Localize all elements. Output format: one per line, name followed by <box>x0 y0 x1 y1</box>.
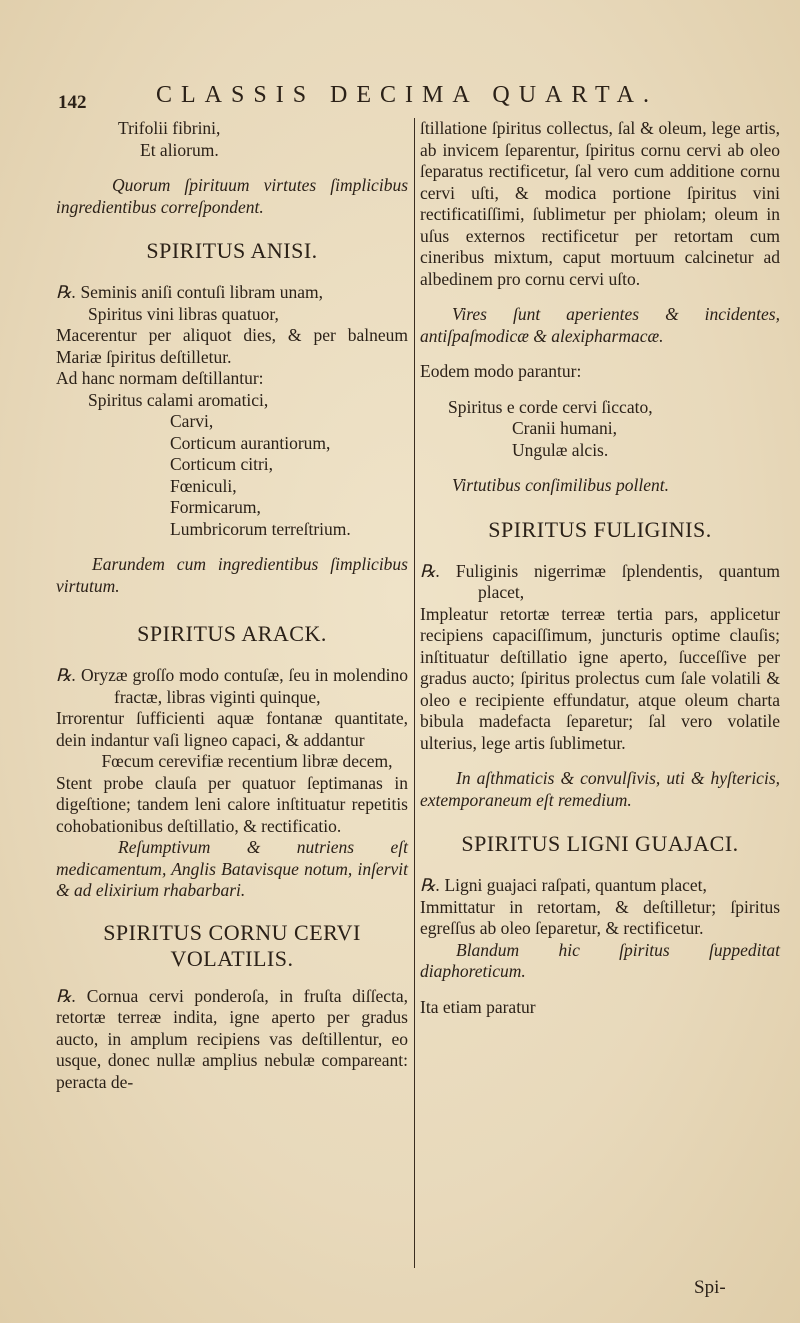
recipe-ingredient: Fœcum cerevifiæ recentium libræ decem, <box>101 751 393 771</box>
column-rule <box>414 118 415 1268</box>
section-title-guajaci: SPIRITUS LIGNI GUAJACI. <box>461 831 739 856</box>
section-note: Virtutibus conſimilibus pollent. <box>452 475 669 495</box>
section-title-anisi: SPIRITUS ANISI. <box>146 238 318 263</box>
recipe-instructions: Irrorentur ſufficienti aquæ fontanæ quantitate, dein indantur vaſi ligneo capaci, & addantur <box>56 708 408 750</box>
recipe-instructions: Ad hanc normam deſtillantur: <box>56 368 264 388</box>
recipe-symbol: ℞. <box>56 985 77 1006</box>
recipe-instructions: Immittatur in retortam, & deſtilletur; ſpiritus egreſſus ab oleo ſeparetur, & rectificetur. <box>420 896 780 938</box>
recipe-ingredient: Spiritus vini libras quatuor, <box>88 303 279 324</box>
list-item: Lumbricorum terreſtrium. <box>170 518 351 539</box>
recipe-symbol: ℞. <box>420 560 441 581</box>
intro-note: Quorum ſpirituum virtutes ſimplicibus ingredientibus correſpondent. <box>56 175 408 217</box>
section-title-line: SPIRITUS CORNU CERVI <box>103 919 361 945</box>
list-item: Ungulæ alcis. <box>512 439 609 460</box>
recipe-ingredient: Seminis aniſi contuſi libram unam, <box>80 282 323 302</box>
recipe-ingredient: Oryzæ groſſo modo contuſæ, ſeu in molendino fractæ, libras viginti quinque, <box>80 665 409 707</box>
list-item: Carvi, <box>170 411 214 431</box>
recipe-symbol: ℞. <box>56 282 77 302</box>
page-header <box>58 78 758 118</box>
recipe-ingredient: Ligni guajaci raſpati, quantum placet, <box>444 875 707 895</box>
recipe-line <box>420 875 780 897</box>
recipe-instructions <box>56 986 408 1094</box>
continued-text: ſtillatione ſpiritus collectus, ſal & oleum, lege artis, ab invicem ſeparentur, ſpiritus cornu cervi ab oleo ſeparatus rectificetur, ſal vero cum additione cornu cervi uſti, & modica portione ſpiritus vini rectificatiſſimi, ſublimetur per phiolam; oleum in uſus externos rectificetur per retortam cum cineribus mixtum, caput mortuum calcinetur ad albedinem pro cornu cervi uſto. <box>420 118 780 289</box>
recipe-line <box>56 665 408 708</box>
recipe-symbol: ℞. <box>56 665 77 685</box>
list-item: Corticum citri, <box>170 454 274 474</box>
intro-line: Et aliorum. <box>140 139 219 160</box>
right-column <box>420 118 780 1018</box>
section-title-cornu <box>56 920 408 972</box>
left-column <box>56 118 408 1093</box>
section-note: In aſthmaticis & convulſivis, uti & hyſtericis, extemporaneum eſt remedium. <box>420 768 780 810</box>
catchword: Spi- <box>694 1277 726 1298</box>
running-head: CLASSIS DECIMA QUARTA. <box>156 82 659 108</box>
recipe-line <box>420 561 780 604</box>
recipe-instructions: Impleatur retortæ terreæ tertia pars, applicetur recipiens capaciſſimum, juncturis optime clauſis; inſtituatur deſtillatio igne aperto, ſucceſſive per gradus aucto; ſpiritus prolectus cum ſale volatili & oleo e recipiente effundatur, atque oleum charta bibula madefacta ſeparetur; ſal vero volatile ulterius, lege artis ſublimetur. <box>420 603 780 753</box>
recipe-instructions: Stent probe clauſa per quatuor ſeptimanas in digeſtione; tandem leni calore inſtituatur repetitis cohobationibus deſtillatio, & rectificatio. <box>56 772 408 836</box>
list-item: Fœniculi, <box>170 475 237 496</box>
intro-line: Trifolii fibrini, <box>118 118 221 138</box>
list-item: Corticum aurantiorum, <box>170 432 331 453</box>
closing-line: Ita etiam paratur <box>420 996 536 1017</box>
recipe-line <box>56 282 408 304</box>
section-note: Vires ſunt aperientes & incidentes, antiſpaſmodicæ & alexipharmacæ. <box>420 304 780 346</box>
list-item: Spiritus e corde cervi ſiccato, <box>448 396 653 417</box>
section-note: Earundem cum ingredientibus ſimplicibus virtutum. <box>56 554 408 596</box>
recipe-symbol: ℞. <box>420 875 441 895</box>
recipe-instructions: Macerentur per aliquot dies, & per balneum Mariæ ſpiritus deſtilletur. <box>56 325 408 367</box>
section-note: Reſumptivum & nutriens eſt medicamentum, Anglis Batavisque notum, inſervit & ad elixirium rhabarbari. <box>56 837 408 900</box>
recipe-text: Cornua cervi ponderoſa, in fruſta diſſecta, retortæ terreæ indita, igne aperto per gradus aucto, in amplum recipiens vas deſtillentur, eo usque, donec nullæ amplius nebulæ compareant: peracta de- <box>56 985 409 1092</box>
page-number: 142 <box>58 92 87 113</box>
section-title-line: VOLATILIS. <box>170 945 294 971</box>
list-item: Cranii humani, <box>512 418 617 438</box>
section-note: Blandum hic ſpiritus ſuppeditat diaphoreticum. <box>420 939 780 981</box>
list-item: Formicarum, <box>170 497 261 517</box>
section-title-fuliginis: SPIRITUS FULIGINIS. <box>488 516 712 542</box>
eodem-heading: Eodem modo parantur: <box>420 361 582 381</box>
recipe-ingredient: Fuliginis nigerrimæ ſplendentis, quantum placet, <box>455 560 780 602</box>
section-title-arack: SPIRITUS ARACK. <box>137 621 327 646</box>
list-head: Spiritus calami aromatici, <box>88 389 269 410</box>
